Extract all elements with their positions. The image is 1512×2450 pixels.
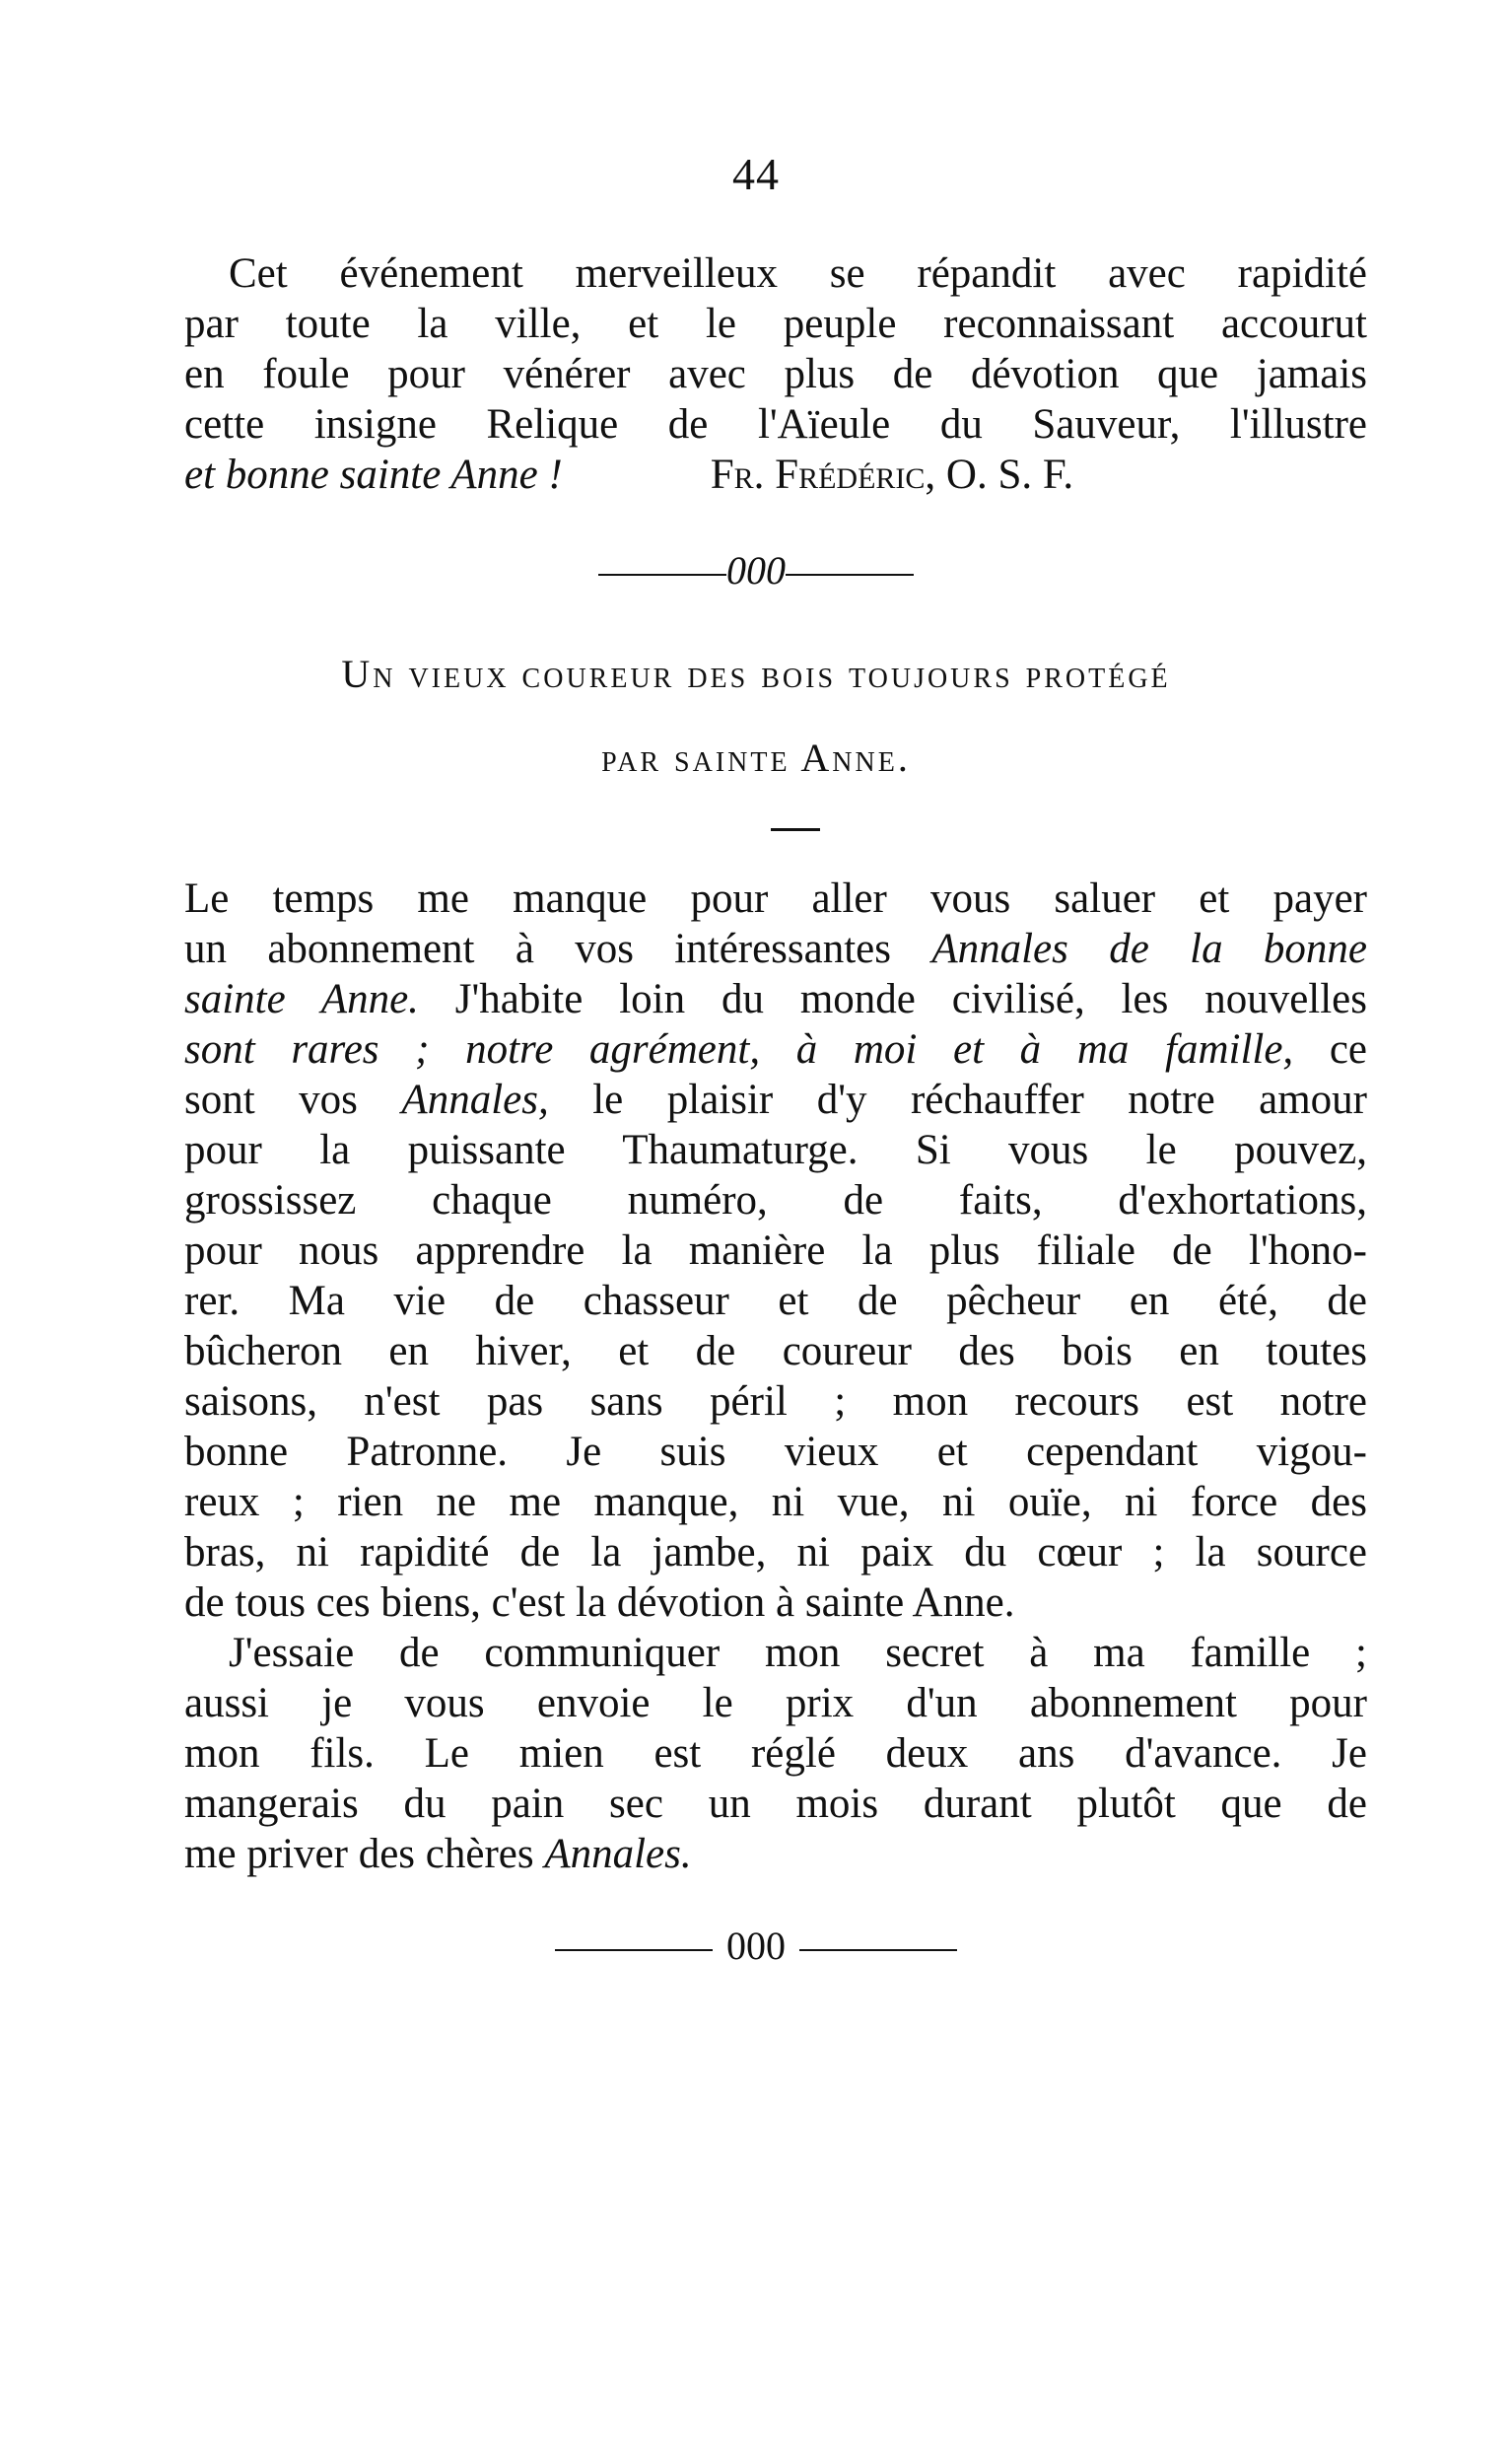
text-line	[184, 1376, 1367, 1427]
separator-mark: 000	[726, 1924, 786, 1968]
text-run: bras, ni rapidité de la jambe, ni paix du cœur ; la source	[184, 1529, 1367, 1575]
text-run: pour la puissante Thaumaturge. Si vous le pouvez,	[184, 1127, 1367, 1173]
section-heading-line-1: Un vieux coureur des bois toujours protégé	[341, 652, 1171, 696]
italic-run: Annales de la bonne	[931, 926, 1367, 972]
text-run: Le temps me manque pour aller vous saluer et payer	[184, 875, 1367, 922]
text-line	[184, 1125, 1367, 1175]
text-line	[184, 1728, 1367, 1779]
paragraph-miracle	[184, 248, 1367, 500]
text-line	[184, 1427, 1367, 1477]
italic-run: Annales,	[401, 1077, 549, 1123]
text-line	[184, 1477, 1367, 1527]
text-line	[184, 1829, 1367, 1879]
text-line	[184, 1075, 1367, 1125]
page-number: 44	[732, 149, 780, 199]
text-line: cette insigne Relique de l'Aïeule du Sauveur, l'illustre	[184, 401, 1367, 448]
text-run: rer. Ma vie de chasseur et de pêcheur en été, de	[184, 1278, 1367, 1324]
text-line	[184, 1024, 1367, 1075]
text-line	[184, 874, 1367, 924]
heading-dash	[771, 828, 820, 831]
text-run: me priver des chères	[184, 1831, 545, 1877]
text-run: ce	[1293, 1026, 1367, 1073]
separator-rule	[598, 574, 726, 576]
text-run: J'habite loin du monde civilisé, les nouvelles	[418, 976, 1367, 1022]
text-line	[184, 1527, 1367, 1577]
text-line: par toute la ville, et le peuple reconnaissant accourut	[184, 301, 1367, 347]
letter-body	[184, 874, 1367, 1879]
text-line: Cet événement merveilleux se répandit avec rapidité	[229, 250, 1367, 297]
separator-rule	[555, 1949, 713, 1951]
text-line	[184, 1628, 1367, 1678]
text-run: aussi je vous envoie le prix d'un abonnement pour	[184, 1680, 1367, 1726]
text-run: bûcheron en hiver, et de coureur des bois en toutes	[184, 1328, 1367, 1374]
italic-run: Annales.	[544, 1831, 692, 1877]
section-separator	[0, 547, 1512, 594]
section-heading-line-2: par sainte Anne.	[601, 735, 911, 780]
text-line	[184, 1225, 1367, 1276]
section-separator-bottom	[0, 1923, 1512, 1969]
text-run: grossissez chaque numéro, de faits, d'exhortations,	[184, 1177, 1367, 1224]
text-line	[184, 1779, 1367, 1829]
separator-mark: 000	[726, 548, 786, 593]
text-run: pour nous apprendre la manière la plus filiale de l'hono-	[184, 1227, 1367, 1274]
text-line	[184, 1678, 1367, 1728]
text-run: bonne Patronne. Je suis vieux et cependant vigou-	[184, 1429, 1367, 1475]
closing-exclamation: et bonne sainte Anne !	[184, 452, 563, 498]
signature: Fr. Frédéric, O. S. F.	[710, 452, 1074, 498]
text-line: en foule pour vénérer avec plus de dévotion que jamais	[184, 351, 1367, 397]
text-run: reux ; rien ne me manque, ni vue, ni ouïe, ni force des	[184, 1479, 1367, 1525]
text-line	[184, 1175, 1367, 1225]
text-run: de tous ces biens, c'est la dévotion à sainte Anne.	[184, 1579, 1015, 1626]
text-line	[184, 924, 1367, 974]
text-line-signature	[184, 450, 1367, 500]
italic-run: sont rares ; notre agrément, à moi et à ma famille,	[184, 1026, 1294, 1073]
text-line	[184, 1326, 1367, 1376]
italic-run: sainte Anne.	[184, 976, 419, 1022]
text-run: J'essaie de communiquer mon secret à ma famille ;	[229, 1630, 1367, 1676]
text-run: mangerais du pain sec un mois durant plutôt que de	[184, 1781, 1367, 1827]
text-line	[184, 1577, 1367, 1628]
text-line	[184, 974, 1367, 1024]
text-run: sont vos	[184, 1077, 402, 1123]
text-line	[184, 1276, 1367, 1326]
separator-rule	[799, 1949, 957, 1951]
text-run: mon fils. Le mien est réglé deux ans d'avance. Je	[184, 1730, 1367, 1777]
text-run: saisons, n'est pas sans péril ; mon recours est notre	[184, 1378, 1367, 1425]
text-run: un abonnement à vos intéressantes	[184, 926, 932, 972]
text-run: le plaisir d'y réchauffer notre amour	[548, 1077, 1367, 1123]
separator-rule	[786, 574, 914, 576]
